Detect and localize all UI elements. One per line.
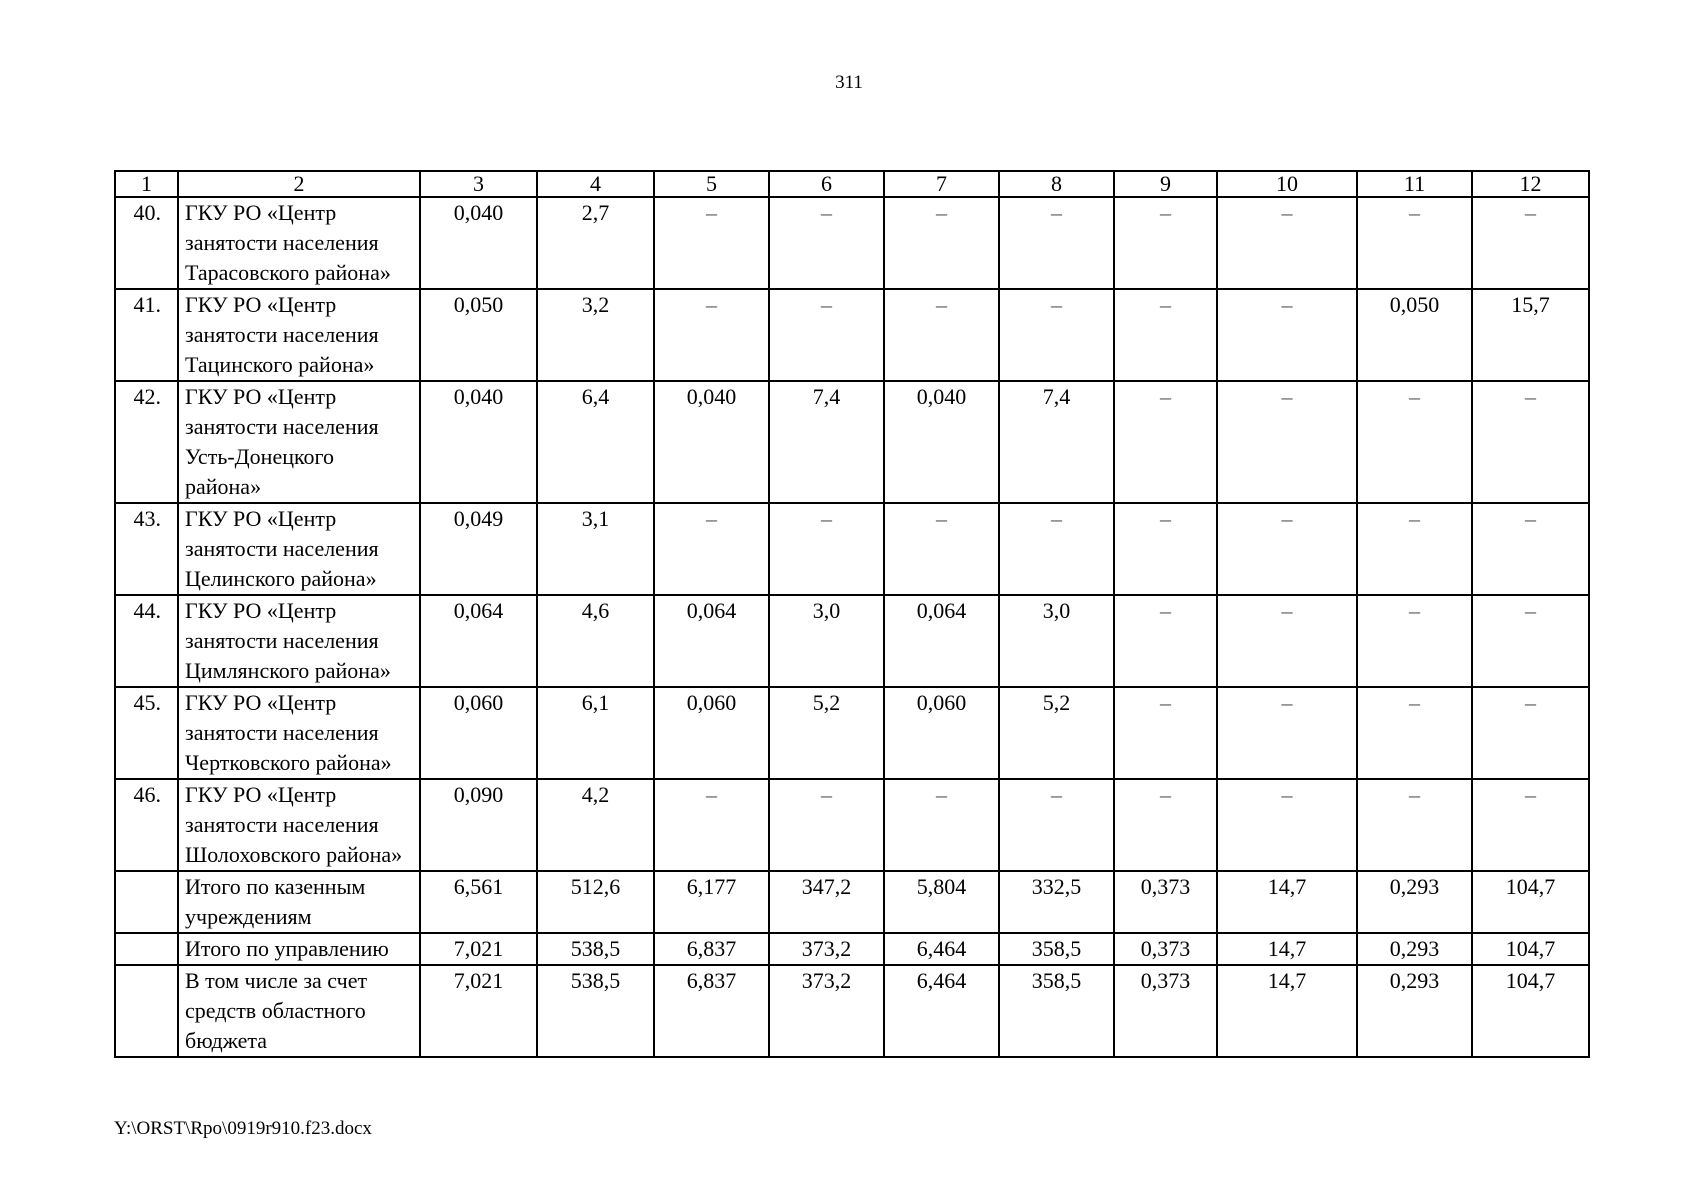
row-number: 44. bbox=[115, 595, 178, 687]
value-cell: 0,293 bbox=[1357, 965, 1472, 1057]
value-cell: 0,373 bbox=[1114, 965, 1217, 1057]
institution-name: В том числе за счет средств областного бюджета bbox=[178, 965, 420, 1057]
value-cell: 104,7 bbox=[1472, 933, 1589, 965]
column-number: 12 bbox=[1472, 171, 1589, 197]
value-cell: 6,837 bbox=[654, 965, 769, 1057]
value-cell: 358,5 bbox=[999, 933, 1114, 965]
value-cell: 512,6 bbox=[537, 871, 654, 933]
value-cell: 0,293 bbox=[1357, 871, 1472, 933]
value-cell: – bbox=[884, 197, 999, 289]
column-number: 8 bbox=[999, 171, 1114, 197]
row-number bbox=[115, 871, 178, 933]
value-cell: – bbox=[999, 197, 1114, 289]
value-cell: 0,060 bbox=[884, 687, 999, 779]
value-cell: 0,040 bbox=[654, 381, 769, 503]
row-number: 40. bbox=[115, 197, 178, 289]
value-cell: 358,5 bbox=[999, 965, 1114, 1057]
value-cell: – bbox=[769, 779, 884, 871]
value-cell: 6,4 bbox=[537, 381, 654, 503]
value-cell: – bbox=[1114, 381, 1217, 503]
table-row bbox=[115, 933, 1589, 965]
value-cell: – bbox=[1357, 595, 1472, 687]
value-cell: – bbox=[654, 197, 769, 289]
row-number: 45. bbox=[115, 687, 178, 779]
value-cell: 6,177 bbox=[654, 871, 769, 933]
table-row bbox=[115, 289, 1589, 381]
value-cell: 7,021 bbox=[420, 933, 537, 965]
value-cell: – bbox=[1217, 779, 1357, 871]
institution-name: Итого по казенным учреждениям bbox=[178, 871, 420, 933]
value-cell: 0,064 bbox=[420, 595, 537, 687]
value-cell: – bbox=[1217, 289, 1357, 381]
value-cell: – bbox=[1472, 779, 1589, 871]
row-number: 43. bbox=[115, 503, 178, 595]
column-number: 10 bbox=[1217, 171, 1357, 197]
value-cell: 6,464 bbox=[884, 933, 999, 965]
value-cell: 0,373 bbox=[1114, 871, 1217, 933]
column-number: 11 bbox=[1357, 171, 1472, 197]
column-number: 7 bbox=[884, 171, 999, 197]
table-row bbox=[115, 965, 1589, 1057]
column-number: 5 bbox=[654, 171, 769, 197]
value-cell: – bbox=[1217, 503, 1357, 595]
value-cell: – bbox=[1472, 503, 1589, 595]
value-cell: 0,040 bbox=[420, 197, 537, 289]
value-cell: 0,060 bbox=[420, 687, 537, 779]
value-cell: – bbox=[1114, 503, 1217, 595]
value-cell: 347,2 bbox=[769, 871, 884, 933]
value-cell: 332,5 bbox=[999, 871, 1114, 933]
institution-name: ГКУ РО «Центр занятости населения Чертковского района» bbox=[178, 687, 420, 779]
value-cell: – bbox=[654, 779, 769, 871]
column-number-row bbox=[115, 171, 1589, 197]
value-cell: 5,2 bbox=[769, 687, 884, 779]
column-number: 4 bbox=[537, 171, 654, 197]
value-cell: 2,7 bbox=[537, 197, 654, 289]
value-cell: – bbox=[654, 503, 769, 595]
value-cell: – bbox=[999, 289, 1114, 381]
value-cell: – bbox=[1114, 595, 1217, 687]
value-cell: 15,7 bbox=[1472, 289, 1589, 381]
value-cell: 6,464 bbox=[884, 965, 999, 1057]
column-number: 1 bbox=[115, 171, 178, 197]
value-cell: 7,4 bbox=[999, 381, 1114, 503]
value-cell: – bbox=[1472, 595, 1589, 687]
row-number bbox=[115, 965, 178, 1057]
table-row bbox=[115, 381, 1589, 503]
column-number: 6 bbox=[769, 171, 884, 197]
value-cell: – bbox=[1114, 779, 1217, 871]
value-cell: 373,2 bbox=[769, 933, 884, 965]
row-number: 46. bbox=[115, 779, 178, 871]
value-cell: – bbox=[1357, 197, 1472, 289]
table-body bbox=[115, 171, 1589, 1057]
value-cell: – bbox=[999, 779, 1114, 871]
value-cell: 14,7 bbox=[1217, 871, 1357, 933]
row-number: 42. bbox=[115, 381, 178, 503]
value-cell: – bbox=[1114, 197, 1217, 289]
value-cell: 0,040 bbox=[884, 381, 999, 503]
value-cell: – bbox=[999, 503, 1114, 595]
value-cell: 3,0 bbox=[999, 595, 1114, 687]
table-row bbox=[115, 779, 1589, 871]
value-cell: 538,5 bbox=[537, 965, 654, 1057]
value-cell: – bbox=[769, 503, 884, 595]
value-cell: 3,2 bbox=[537, 289, 654, 381]
value-cell: 0,060 bbox=[654, 687, 769, 779]
value-cell: 3,0 bbox=[769, 595, 884, 687]
institution-name: ГКУ РО «Центр занятости населения Усть-Донецкого района» bbox=[178, 381, 420, 503]
value-cell: 6,1 bbox=[537, 687, 654, 779]
institution-name: ГКУ РО «Центр занятости населения Шолоховского района» bbox=[178, 779, 420, 871]
value-cell: – bbox=[1357, 779, 1472, 871]
value-cell: – bbox=[1357, 381, 1472, 503]
value-cell: 104,7 bbox=[1472, 965, 1589, 1057]
value-cell: 0,040 bbox=[420, 381, 537, 503]
value-cell: 14,7 bbox=[1217, 933, 1357, 965]
value-cell: 4,2 bbox=[537, 779, 654, 871]
value-cell: – bbox=[769, 289, 884, 381]
value-cell: – bbox=[1114, 687, 1217, 779]
value-cell: – bbox=[1357, 503, 1472, 595]
row-number bbox=[115, 933, 178, 965]
value-cell: 538,5 bbox=[537, 933, 654, 965]
value-cell: – bbox=[1217, 687, 1357, 779]
institution-name: Итого по управлению bbox=[178, 933, 420, 965]
value-cell: – bbox=[1472, 197, 1589, 289]
value-cell: 3,1 bbox=[537, 503, 654, 595]
page-number: 311 bbox=[835, 72, 863, 93]
value-cell: 5,804 bbox=[884, 871, 999, 933]
table-row bbox=[115, 503, 1589, 595]
value-cell: 0,293 bbox=[1357, 933, 1472, 965]
value-cell: 0,064 bbox=[884, 595, 999, 687]
file-path: Y:\ORST\Rpo\0919r910.f23.docx bbox=[114, 1118, 372, 1139]
value-cell: 0,049 bbox=[420, 503, 537, 595]
value-cell: 0,050 bbox=[420, 289, 537, 381]
value-cell: – bbox=[1217, 381, 1357, 503]
value-cell: – bbox=[1472, 381, 1589, 503]
value-cell: 5,2 bbox=[999, 687, 1114, 779]
value-cell: 4,6 bbox=[537, 595, 654, 687]
value-cell: – bbox=[1217, 197, 1357, 289]
column-number: 9 bbox=[1114, 171, 1217, 197]
value-cell: – bbox=[769, 197, 884, 289]
table-row bbox=[115, 197, 1589, 289]
value-cell: – bbox=[654, 289, 769, 381]
value-cell: – bbox=[1357, 687, 1472, 779]
value-cell: 0,373 bbox=[1114, 933, 1217, 965]
value-cell: 0,064 bbox=[654, 595, 769, 687]
value-cell: – bbox=[1472, 687, 1589, 779]
value-cell: – bbox=[1114, 289, 1217, 381]
value-cell: – bbox=[1217, 595, 1357, 687]
column-number: 2 bbox=[178, 171, 420, 197]
value-cell: 7,021 bbox=[420, 965, 537, 1057]
value-cell: – bbox=[884, 289, 999, 381]
value-cell: 7,4 bbox=[769, 381, 884, 503]
value-cell: – bbox=[884, 503, 999, 595]
column-number: 3 bbox=[420, 171, 537, 197]
table-row bbox=[115, 871, 1589, 933]
value-cell: 0,090 bbox=[420, 779, 537, 871]
value-cell: 6,561 bbox=[420, 871, 537, 933]
value-cell: 0,050 bbox=[1357, 289, 1472, 381]
value-cell: 104,7 bbox=[1472, 871, 1589, 933]
institution-name: ГКУ РО «Центр занятости населения Тацинского района» bbox=[178, 289, 420, 381]
value-cell: 373,2 bbox=[769, 965, 884, 1057]
institution-name: ГКУ РО «Центр занятости населения Тарасовского района» bbox=[178, 197, 420, 289]
table-row bbox=[115, 687, 1589, 779]
value-cell: 6,837 bbox=[654, 933, 769, 965]
table-row bbox=[115, 595, 1589, 687]
value-cell: 14,7 bbox=[1217, 965, 1357, 1057]
institution-name: ГКУ РО «Центр занятости населения Цимлянского района» bbox=[178, 595, 420, 687]
institution-name: ГКУ РО «Центр занятости населения Целинского района» bbox=[178, 503, 420, 595]
row-number: 41. bbox=[115, 289, 178, 381]
value-cell: – bbox=[884, 779, 999, 871]
data-table bbox=[114, 170, 1590, 1058]
